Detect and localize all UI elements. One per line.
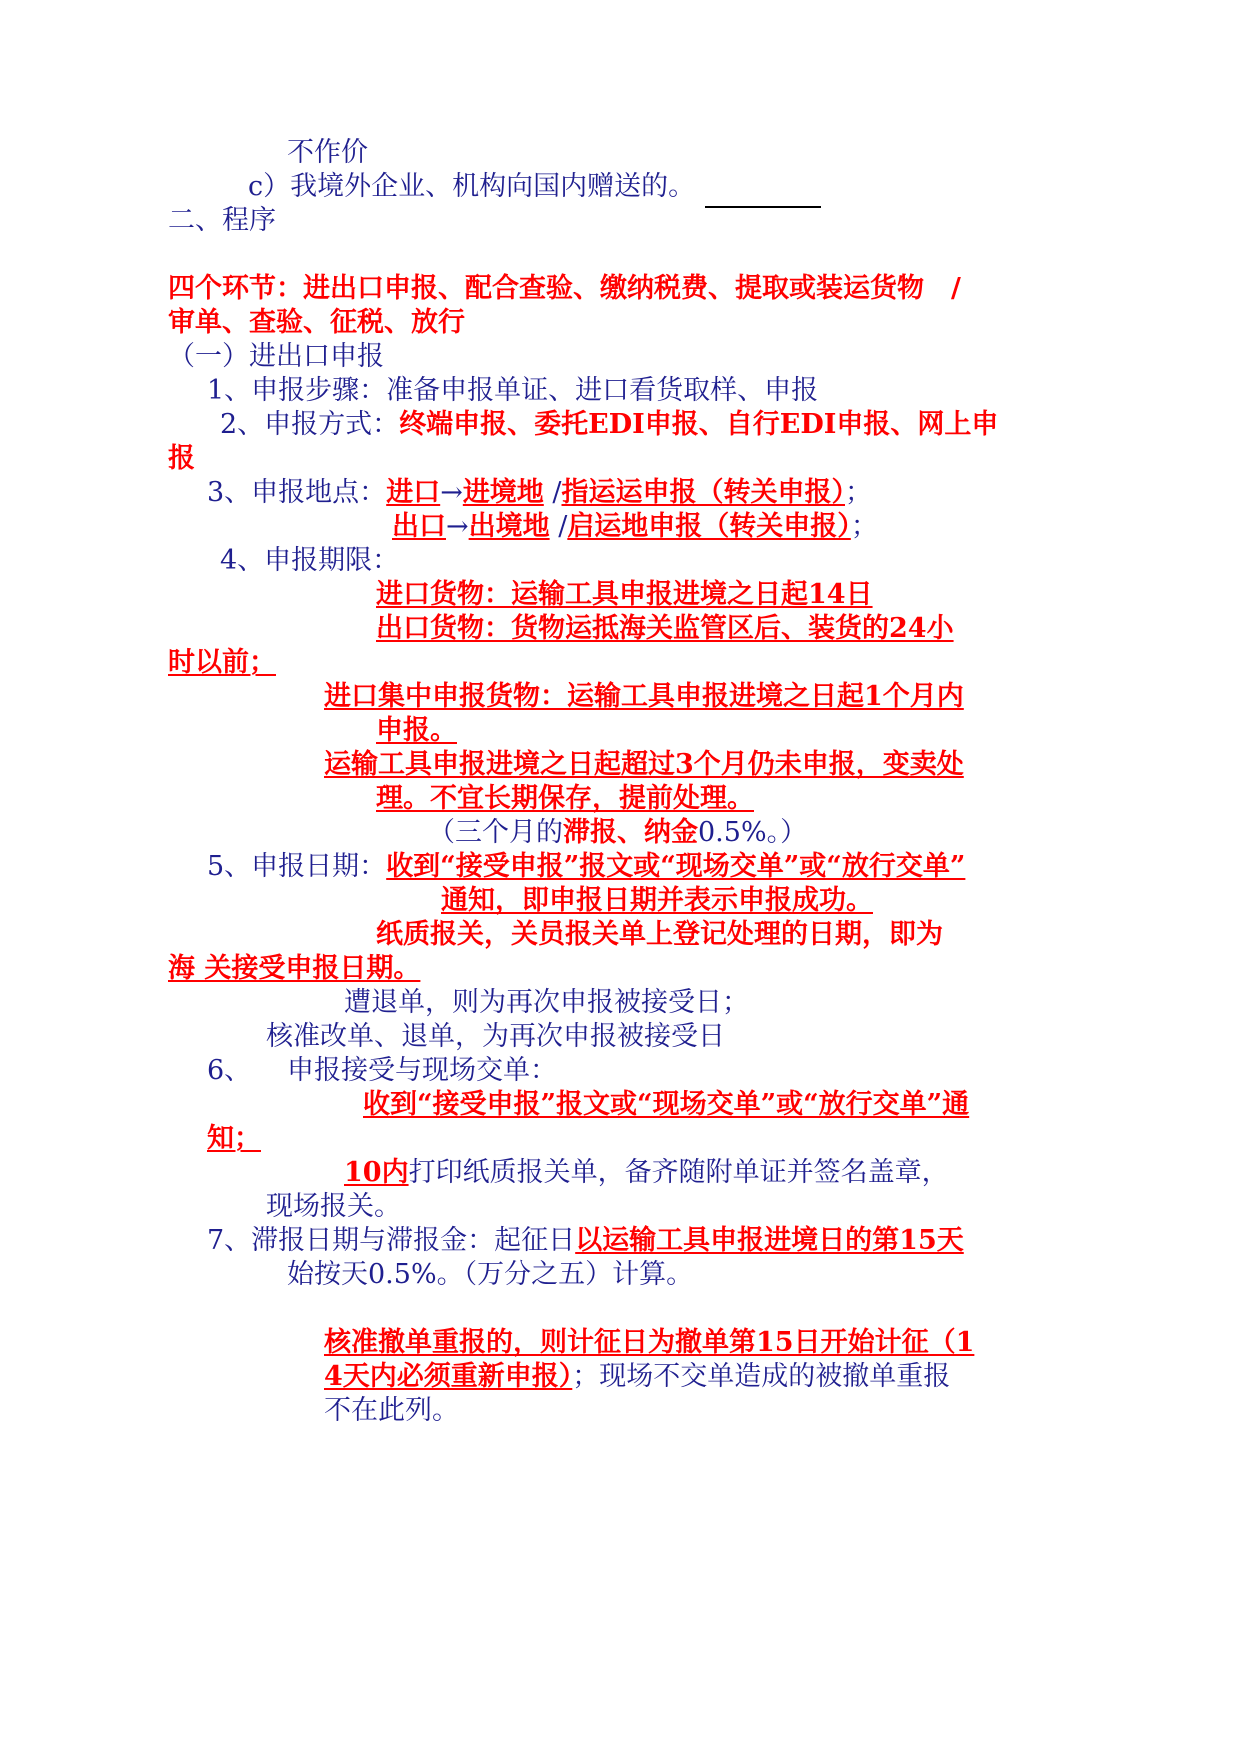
text-line (207, 1224, 964, 1258)
text-line (220, 408, 998, 442)
line-highlight: 进口 (386, 477, 441, 508)
line-highlight: 4天内必须重新申报） (324, 1361, 573, 1392)
line-highlight: 出口 (392, 511, 446, 542)
text-line: 收到“接受申报”报文或“现场交单”或“放行交单”通 (363, 1089, 970, 1120)
horizontal-rule (705, 206, 821, 208)
line-highlight: 终端申报、委托EDI申报、自行EDI申报、网上申 (399, 409, 999, 440)
line-label: 3、申报地点： (207, 477, 387, 508)
separator: / (543, 477, 562, 508)
text-line: 通知，即申报日期并表示申报成功。 (441, 885, 873, 916)
text-line: 4、申报期限： (220, 545, 400, 576)
line-label: 7、滞报日期与滞报金：起征日 (207, 1225, 576, 1256)
line-label: ；现场不交单造成的被撤单重报 (572, 1361, 951, 1392)
text-line: 知； (207, 1123, 261, 1154)
text-line: 进口货物：运输工具申报进境之日起14日 (376, 579, 873, 610)
line-highlight: 滞报、纳金 (563, 817, 698, 848)
line-highlight: 以运输工具申报进境日的第15天 (575, 1225, 964, 1256)
line-label: （三个月的 (428, 817, 563, 848)
text-line: 核准撤单重报的，则计征日为撤单第15日开始计征（1 (324, 1327, 975, 1358)
separator: / (549, 511, 568, 542)
text-line: 四个环节：进出口申报、配合查验、缴纳税费、提取或装运货物 / (168, 273, 961, 304)
text-line (344, 1156, 949, 1190)
line-highlight: 收到“接受申报”报文或“现场交单”或“放行交单” (386, 851, 966, 882)
text-line: 遭退单，则为再次申报被接受日； (344, 987, 749, 1018)
text-line (207, 850, 965, 884)
text-line: 1、申报步骤：准备申报单证、进口看货取样、申报 (207, 375, 819, 406)
arrow-icon: → (446, 511, 469, 542)
line-label: 打印纸质报关单，备齐随附单证并签名盖章， (408, 1157, 949, 1188)
text-line: 不在此列。 (324, 1395, 459, 1426)
text-line: 6、 (207, 1055, 252, 1086)
line-highlight: 启运地申报（转关申报） (567, 511, 851, 542)
text-line: 申报接受与现场交单： (287, 1055, 557, 1086)
punctuation: ； (845, 477, 872, 508)
text-line (428, 816, 807, 850)
text-line: 进口集中申报货物：运输工具申报进境之日起1个月内 (324, 681, 964, 712)
text-line: 核准改单、退单，为再次申报被接受日 (266, 1021, 725, 1052)
line-label: 0.5%。） (698, 817, 808, 848)
text-line: 理。不宜长期保存，提前处理。 (376, 783, 754, 814)
text-line: 不作价 (287, 137, 368, 168)
text-line: 申报。 (376, 715, 457, 746)
text-line (392, 510, 878, 544)
line-highlight: 出境地 (468, 511, 550, 542)
subsection-heading: （一）进出口申报 (168, 341, 384, 372)
line-highlight: 10内 (344, 1157, 409, 1188)
text-line: 报 (168, 443, 195, 474)
text-line (207, 476, 872, 510)
text-line: 出口货物：货物运抵海关监管区后、装货的24小 (376, 613, 954, 644)
text-line: 纸质报关，关员报关单上登记处理的日期，即为 (376, 919, 943, 950)
arrow-icon: → (440, 477, 463, 508)
text-line (324, 1360, 950, 1394)
text-line: 运输工具申报进境之日起超过3个月仍未申报，变卖处 (324, 749, 964, 780)
line-label: 5、申报日期： (207, 851, 387, 882)
text-line: 现场报关。 (266, 1191, 401, 1222)
text-line: 时以前； (168, 647, 276, 678)
text-line: 海 关接受申报日期。 (168, 953, 421, 984)
text-line: 审单、查验、征税、放行 (168, 307, 465, 338)
punctuation: ； (850, 511, 878, 542)
line-label: 2、申报方式： (220, 409, 400, 440)
line-highlight: 进境地 (462, 477, 544, 508)
text-line: c）我境外企业、机构向国内赠送的。 (248, 171, 696, 202)
line-highlight: 指运运申报（转关申报） (561, 477, 845, 508)
section-heading: 二、程序 (168, 205, 276, 236)
text-line: 始按天0.5%。（万分之五）计算。 (287, 1259, 694, 1290)
